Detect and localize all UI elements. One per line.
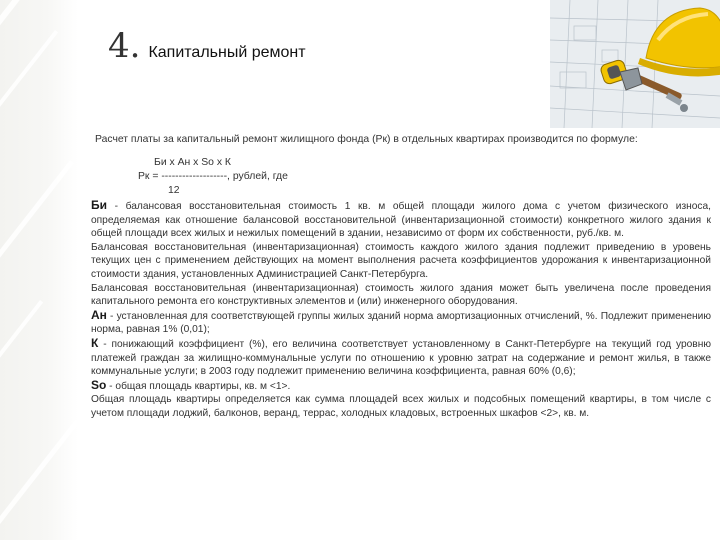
term-bi: Би [91, 198, 108, 212]
slide-title [108, 26, 306, 66]
definition-an [91, 309, 711, 337]
formula [138, 156, 288, 198]
balance-paragraph-1: Балансовая восстановительная (инвентаризационная) стоимость каждого жилого здания подлежит приведению в уровень текущих цен с применением действующих на момент выполнения расчета коэффициентов удорожания к инвентаризационной стоимости здания, установленных Администрацией Санкт-Петербурга. [91, 241, 711, 280]
definition-so [91, 379, 711, 394]
definition-so-text: - общая площадь квартиры, кв. м <1>. [106, 380, 291, 392]
formula-numerator: Би х Ан х So х К [154, 157, 231, 168]
slide-heading: Капитальный ремонт [148, 44, 306, 61]
decorative-left-band [0, 0, 78, 540]
decorative-stripe [0, 300, 43, 413]
definition-an-text: - установленная для соответствующей группы жилых зданий норма амортизационных отчислений, %. Подлежит применению норма, равная 1% (0,01); [91, 310, 711, 336]
construction-illustration [550, 0, 720, 128]
definition-k-text: - понижающий коэффициент (%), его величина соответствует установленному в Санкт-Петербурге на текущий год уровню платежей граждан за жилищно-коммунальные услуги по отношению к уровню затрат на содержание и ремонт жилья, в также коммунальные услуги; в 2003 году подлежит применению величина коэффициента, равная 60% (0,6); [91, 338, 711, 378]
decorative-stripe [0, 30, 58, 127]
definition-k [91, 337, 711, 379]
definitions-body [91, 199, 711, 421]
definition-bi [91, 199, 711, 241]
formula-line: Рк = -------------------, рублей, где [138, 171, 288, 182]
decorative-stripe [0, 160, 74, 266]
balance-paragraph-2: Балансовая восстановительная (инвентаризационная) стоимость жилого здания может быть увеличена после проведения капитального ремонта его конструктивных элементов и (или) инженерного оборудования. [91, 282, 711, 308]
decorative-stripe [0, 420, 79, 526]
intro-text: Расчет платы за капитальный ремонт жилищного фонда (Рк) в отдельных квартирах производится по формуле: [95, 134, 638, 145]
area-paragraph: Общая площадь квартиры определяется как сумма площадей всех жилых и подсобных помещений квартиры, в том числе с учетом площади лоджий, балконов, веранд, террас, холодных кладовых, встроенных шкафов <2>, кв. м. [91, 394, 711, 419]
construction-photo [550, 0, 720, 128]
slide-number: 4. [108, 26, 141, 66]
term-k: К [91, 335, 99, 350]
definition-bi-text: - балансовая восстановительная стоимость 1 кв. м общей площади жилого дома с учетом физического износа, определяемая как отношение балансовой восстановительной (инвентаризационной стоимости) конкретного жилого здания к общей площади всех жилых и нежилых помещений в здании, независимо от форм их собственности, руб./кв. м. [91, 201, 711, 240]
term-an: Ан [91, 307, 107, 322]
formula-denominator: 12 [168, 185, 180, 196]
term-so: So [91, 377, 107, 392]
